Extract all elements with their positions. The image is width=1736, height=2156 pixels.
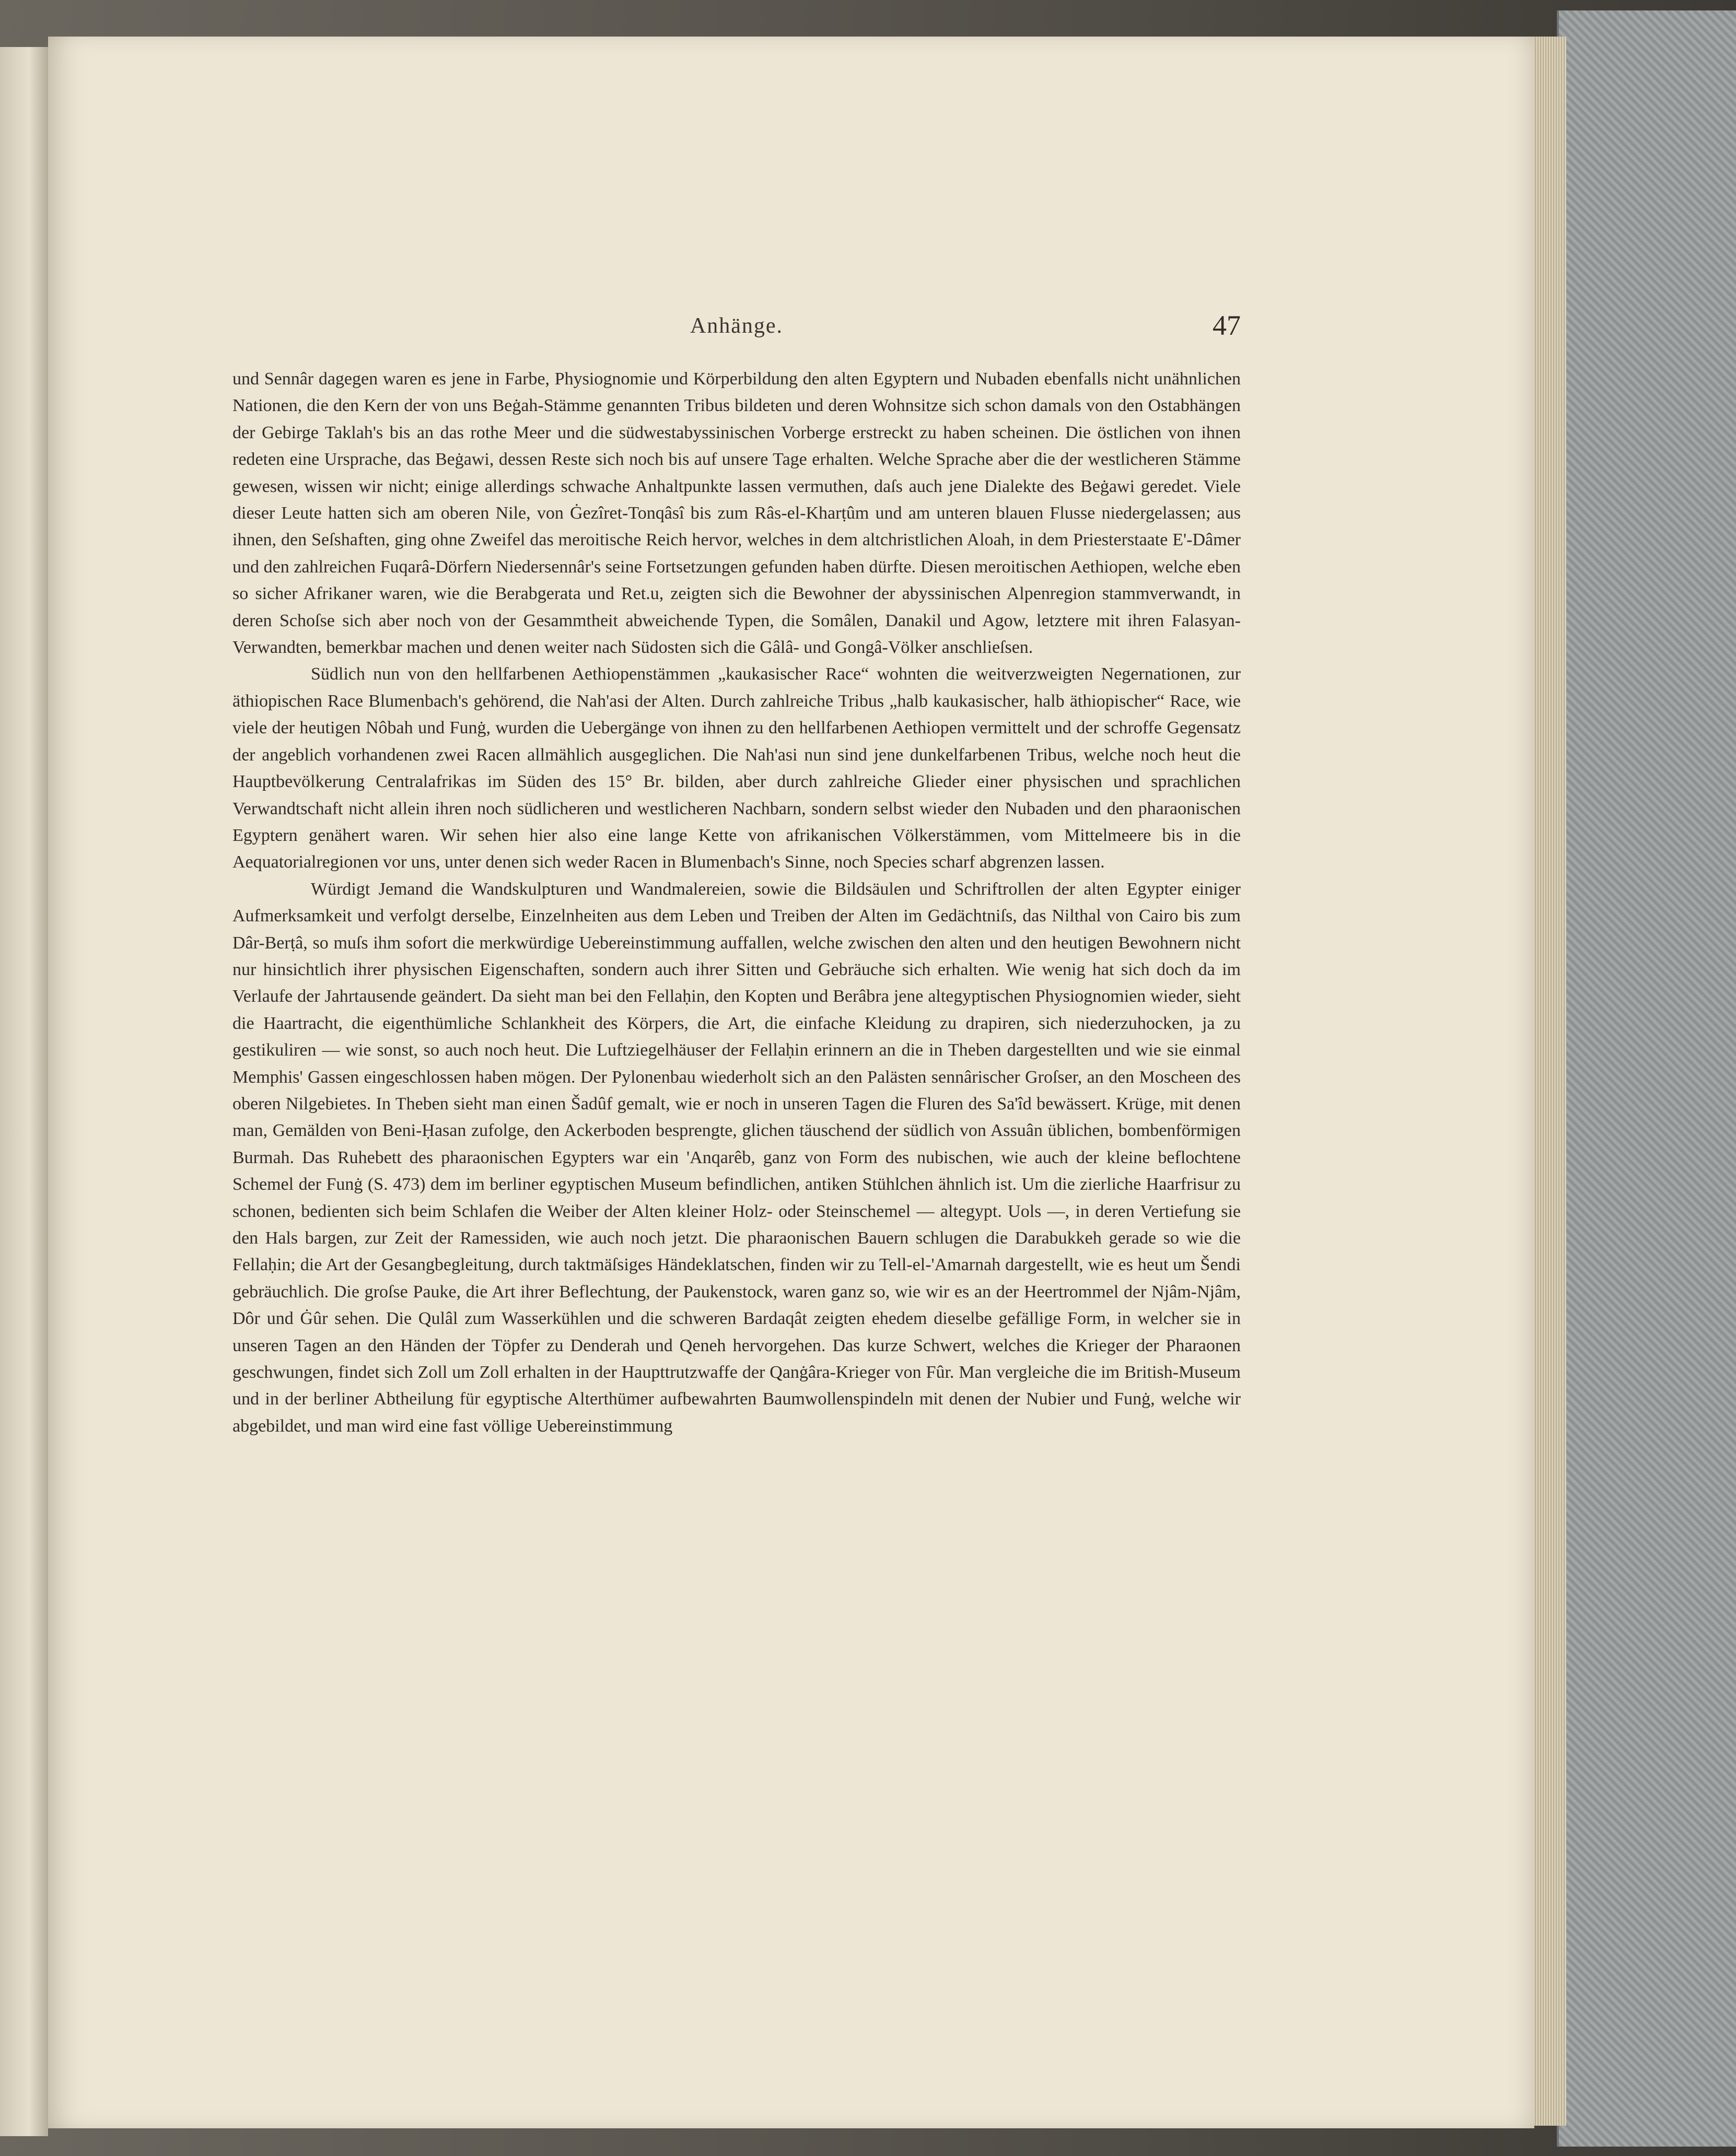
page-number: 47 — [1213, 310, 1241, 341]
facing-page-edge — [0, 47, 48, 2136]
book-cover — [1557, 10, 1736, 2147]
running-head: Anhänge. — [690, 314, 784, 338]
paragraph-1: und Sennâr dagegen waren es jene in Farbe, Physiognomie und Körperbildung den alten Egyptern und Nubaden ebenfalls nicht unähnlichen Nationen, die den Kern der von uns Beġah-Stämme genannten Tribus bildeten und deren Wohnsitze sich schon damals von den Ostabhängen der Gebirge Taklah's bis an das rothe Meer und die südwestabyssinischen Vorberge erstreckt zu haben scheinen. Die östlichen von ihnen redeten eine Ursprache, das Beġawi, dessen Reste sich noch bis auf unsere Tage erhalten. Welche Sprache aber die der westlicheren Stämme gewesen, wissen wir nicht; einige allerdings schwache Anhaltpunkte lassen vermuthen, daſs auch jene Dialekte des Beġawi geredet. Viele dieser Leute hatten sich am oberen Nile, von Ġezîret-Tonqâsî bis zum Râs-el-Kharṭûm und am unteren blauen Flusse niedergelassen; aus ihnen, den Seſshaften, ging ohne Zweifel das meroitische Reich hervor, welches in dem altchristlichen Aloah, in dem Priesterstaate E'-Dâmer und den zahlreichen Fuqarâ-Dörfern Niedersennâr's seine Fortsetzungen gefunden haben dürfte. Diesen meroitischen Aethiopen, welche eben so sicher Afrikaner waren, wie die Berabgerata und Ret.u, zeigten sich die Bewohner der abyssinischen Alpenregion stammverwandt, in deren Schoſse sich aber noch von der Gesammtheit abweichende Typen, die Somâlen, Danakil und Agow, letztere mit ihren Falasyan-Verwandten, bemerkbar machen und denen weiter nach Südosten sich die Gâlâ- und Gongâ-Völker anschlieſsen. — [232, 369, 1241, 658]
paragraph-3: Würdigt Jemand die Wandskulpturen und Wandmalereien, sowie die Bildsäulen und Schriftrollen der alten Egypter einiger Aufmerksamkeit und verfolgt derselbe, Einzelnheiten aus dem Leben und Treiben der Alten im Gedächtniſs, das Nilthal von Cairo bis zum Dâr-Berṭâ, so muſs ihm sofort die merkwürdige Uebereinstimmung auffallen, welche zwischen den alten und den heutigen Bewohnern nicht nur hinsichtlich ihrer physischen Eigenschaften, sondern auch ihrer Sitten und Gebräuche sich erhalten. Wie wenig hat sich doch da im Verlaufe der Jahrtausende geändert. Da sieht man bei den Fellaḥin, den Kopten und Berâbra jene altegyptischen Physiognomien wieder, sieht die Haartracht, die eigenthümliche Schlankheit des Körpers, die Art, die einfache Kleidung zu drapiren, sich niederzuhocken, ja zu gestikuliren — wie sonst, so auch noch heut. Die Luftziegelhäuser der Fellaḥin erinnern an die in Theben dargestellten und wie sie einmal Memphis' Gassen eingeschlossen haben mögen. Der Pylonenbau wiederholt sich an den Palästen sennârischer Groſser, an den Moscheen des oberen Nilgebietes. In Theben sieht man einen Šadûf gemalt, wie er noch in unseren Tagen die Fluren des Sa'îd bewässert. Krüge, mit denen man, Gemälden von Beni-Ḥasan zufolge, den Ackerboden besprengte, glichen täuschend der südlich von Assuân üblichen, bombenförmigen Burmah. Das Ruhebett des pharaonischen Egypters war ein 'Anqarêb, ganz von Form des nubischen, wie auch der kleine beflochtene Schemel der Funġ (S. 473) dem im berliner egyptischen Museum befindlichen, antiken Stühlchen ähnlich ist. Um die zierliche Haarfrisur zu schonen, bedienten sich beim Schlafen die Weiber der Alten kleiner Holz- oder Steinschemel — altegypt. Uols —, in deren Vertiefung sie den Hals bargen, zur Zeit der Ramessiden, wie auch noch jetzt. Die pharaonischen Bauern schlugen die Darabukkeh gerade so wie die Fellaḥin; die Art der Gesangbegleitung, durch taktmäſsiges Händeklatschen, finden wir zu Tell-el-'Amarnah dargestellt, wie es heut um Šendi gebräuchlich. Die groſse Pauke, die Art ihrer Beflechtung, der Paukenstock, waren ganz so, wie wir es an der Heertrommel der Njâm-Njâm, Dôr und Ġûr sehen. Die Qulâl zum Wasserkühlen und die schweren Bardaqât zeigten ehedem dieselbe gefällige Form, in welcher sie in unseren Tagen an den Händen der Töpfer zu Denderah und Qeneh hervorgehen. Das kurze Schwert, welches die Krieger der Pharaonen geschwungen, findet sich Zoll um Zoll erhalten in der Haupttrutzwaffe der Qanġâra-Krieger von Fûr. Man vergleiche die im British-Museum und in der berliner Abtheilung für egyptische Alterthümer aufbewahrten Baumwollenspindeln mit denen der Nubier und Funġ, welche wir abgebildet, und man wird eine fast völlige Uebereinstimmung — [232, 879, 1241, 1436]
page-block-edges — [1531, 37, 1566, 2126]
paragraph-2: Südlich nun von den hellfarbenen Aethiopenstämmen „kaukasischer Race“ wohnten die weitverzweigten Negernationen, zur äthiopischen Race Blumenbach's gehörend, die Nah'asi der Alten. Durch zahlreiche Tribus „halb kaukasischer, halb äthiopischer“ Race, wie viele der heutigen Nôbah und Funġ, wurden die Uebergänge von ihnen zu den hellfarbenen Aethiopen vermittelt und der schroffe Gegensatz der angeblich vorhandenen zwei Racen allmählich ausgeglichen. Die Nah'asi nun sind jene dunkelfarbenen Tribus, welche noch heut die Hauptbevölkerung Centralafrikas im Süden des 15° Br. bilden, aber durch zahlreiche Glieder einer physischen und sprachlichen Verwandtschaft nicht allein ihren noch südlicheren und westlicheren Nachbarn, sondern selbst wieder den Nubaden und den pharaonischen Egyptern genähert waren. Wir sehen hier also eine lange Kette von afrikanischen Völkerstämmen, vom Mittelmeere bis in die Aequatorialregionen vor uns, unter denen sich weder Racen in Blumenbach's Sinne, noch Species scharf abgrenzen lassen. — [232, 664, 1241, 872]
page-header — [232, 310, 1241, 345]
body-text — [232, 366, 1241, 1439]
